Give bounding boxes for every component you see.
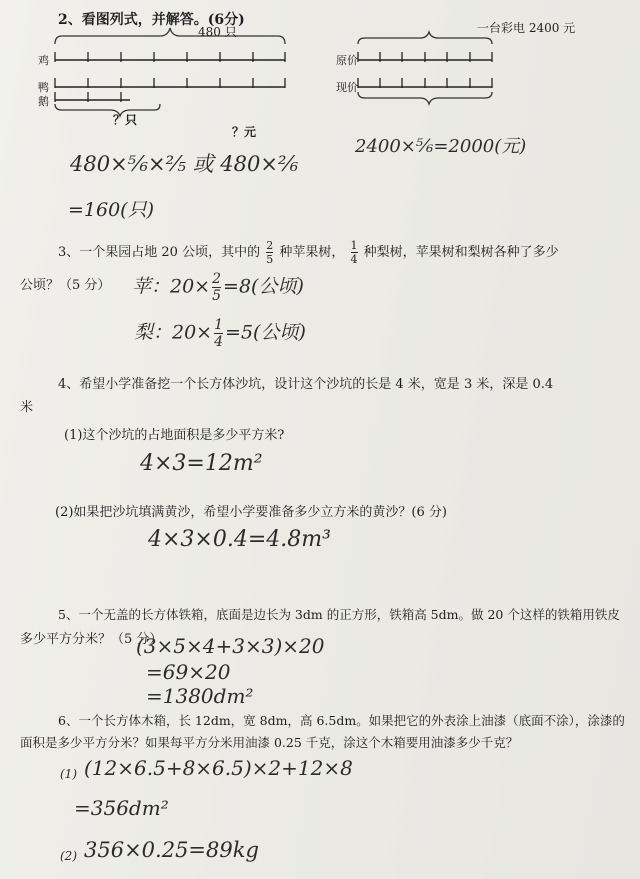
left-top-brace	[55, 28, 285, 44]
right-top-label: 一台彩电 2400 元	[477, 21, 576, 35]
left-bottom-brace	[55, 104, 160, 116]
q2-answer-left-1: 480×⁵⁄₆×²⁄₅ 或 480×²⁄₆	[70, 152, 299, 176]
q3-fraction-apple: $\frac{2}{5}$	[266, 239, 274, 266]
row-label-chicken: 鸡	[38, 54, 49, 67]
q3-text-line2: 公顷？（5 分）	[20, 278, 111, 293]
q4-sub1: (1)这个沙坑的占地面积是多少平方米?	[64, 428, 285, 443]
q6-mark1: (1)	[60, 767, 77, 781]
q4-text-line2: 米	[20, 400, 34, 415]
q3-text-b: 种苹果树，	[279, 245, 345, 260]
q6-answer2: =356dm²	[74, 796, 169, 820]
q3-answer-pear: 梨：20× $\frac{1}{4}$ =5(公顷)	[134, 317, 306, 350]
q5-text-line1: 5、一个无盖的长方体铁箱，底面是边长为 3dm 的正方形，铁箱高 5dm。做 20 个这样的铁箱用铁皮	[58, 607, 620, 622]
q6-mark2: (2)	[60, 849, 77, 863]
left-bottom-label: ？只	[113, 113, 138, 127]
under-label: ？元	[232, 125, 257, 139]
right-bottom-brace	[358, 92, 492, 104]
q2-answer-right: 2400×⁵⁄₆=2000(元)	[355, 136, 527, 157]
q4-answer2: 4×3×0.4=4.8m³	[148, 527, 331, 552]
q4-text-line1: 4、希望小学准备挖一个长方体沙坑，设计这个沙坑的长是 4 米，宽是 3 米，深是 0.4	[58, 377, 554, 392]
left-top-label: 480 只	[198, 25, 237, 39]
q6-answer3: 356×0.25=89kg	[84, 838, 259, 862]
row-label-duck: 鸭	[38, 81, 49, 94]
q5-answer3: =1380dm²	[146, 684, 254, 708]
q3-answer-apple: 苹：20× $\frac{2}{5}$ =8(公顷)	[132, 271, 304, 304]
q3-fraction-pear: $\frac{1}{4}$	[350, 239, 358, 266]
row-label-current: 现价	[336, 81, 358, 94]
q4-answer1: 4×3=12m²	[140, 451, 263, 476]
q3-text-line1	[58, 240, 559, 265]
row-label-original: 原价	[336, 54, 358, 67]
q5-answer2: =69×20	[146, 660, 231, 684]
right-top-brace	[358, 32, 492, 44]
q3-text-c: 种梨树，苹果树和梨树各种了多少	[363, 245, 559, 260]
q3-text-a: 3、一个果园占地 20 公顷，其中的	[58, 245, 261, 260]
q6-text-line2: 面积是多少平方分米？如果每平方分米用油漆 0.25 千克，涂这个木箱要用油漆多少千克？	[20, 735, 519, 750]
q6-answer1: (12×6.5+8×6.5)×2+12×8	[84, 756, 353, 780]
q6-text-line1: 6、一个长方体木箱，长 12dm，宽 8dm，高 6.5dm。如果把它的外表涂上油漆（底面不涂），涂漆的	[58, 713, 625, 728]
q5-text-line2: 多少平方分米？（5 分）	[20, 632, 163, 647]
row-label-goose: 鹅	[38, 95, 49, 108]
q2-title: 2、看图列式，并解答。(6分)	[58, 12, 245, 28]
q4-sub2: (2)如果把沙坑填满黄沙，希望小学要准备多少立方米的黄沙？(6 分)	[55, 505, 447, 520]
q5-answer1: (3×5×4+3×3)×20	[136, 634, 325, 658]
q2-answer-left-2: =160(只)	[68, 199, 155, 221]
